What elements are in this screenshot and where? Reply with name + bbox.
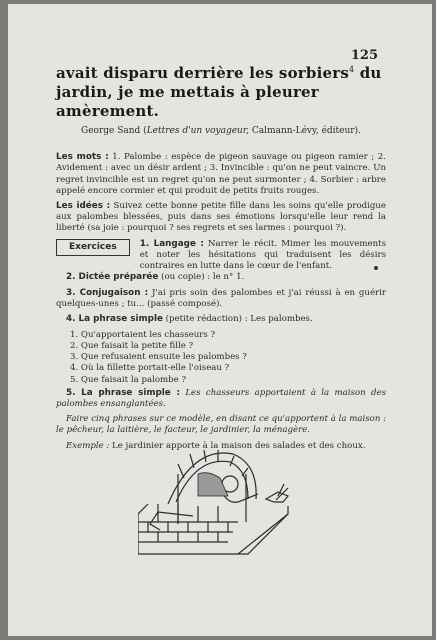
exercises-label: Exercices	[56, 239, 130, 257]
simple-sentence-text: (petite rédaction) : Les palombes.	[162, 314, 313, 325]
language-heading: 1. Langage :	[139, 238, 204, 249]
instruction: Faire cinq phrases sur ce modèle, en disant ce qu'apportent à la maison : le pêcheur, la laitière, le facteur, le jardinier, la ménagère.	[56, 414, 386, 436]
question-item: 1. Qu'apportaient les chasseurs ?	[70, 329, 216, 340]
vocabulary-section	[56, 152, 386, 197]
exercise-simple-sentence	[56, 314, 386, 325]
footnote-marker: 4	[348, 65, 355, 74]
girl-releasing-pigeon-illustration	[138, 444, 308, 559]
passage-line-1: avait disparu derrière les sorbiers	[56, 64, 349, 82]
author-name: George Sand	[81, 126, 141, 137]
example-text: Le jardinier apporte à la maison des salades et des choux.	[109, 440, 366, 451]
simple-sentence-heading: 4. La phrase simple	[66, 314, 163, 325]
vocabulary-text: 1. Palombe : espèce de pigeon sauvage ou pigeon ramier ; 2. Avidement : avec un désir ardent ; 3. Invincible : qu'on ne peut vaincre. Un regret invincible est un regret qu'on ne peut surmonter ; 4. Sorbier : arbre appelé encore cormier et qui produit de petits fruits rouges.	[56, 151, 386, 196]
exercise-model-sentence	[56, 388, 386, 411]
dictation-text: (ou copie) : le n° 1.	[158, 272, 245, 283]
ideas-heading: Les idées :	[56, 200, 111, 211]
example-label: Exemple :	[66, 440, 110, 451]
passage-source: George Sand (Lettres d'un voyageur, Calmann-Lévy, éditeur).	[81, 126, 361, 137]
exercises-block	[56, 239, 386, 273]
passage-line-2: du jardin, je me mettais à pleurer amèrement.	[56, 64, 382, 120]
question-item: 2. Que faisait la petite fille ?	[70, 341, 194, 352]
ideas-section	[56, 201, 386, 235]
ideas-text: Suivez cette bonne petite fille dans les soins qu'elle prodigue aux palombes blessées, puis dans ses émotions lorsqu'elle leur rend la liberté (sa joie : pourquoi ? ses regrets et ses larmes : pourquoi ?).	[56, 200, 386, 234]
stray-mark	[374, 266, 378, 270]
book-title: Lettres d'un voyageur,	[146, 126, 250, 137]
exercise-dictation	[56, 272, 386, 283]
publisher: Calmann-Lévy, éditeur).	[251, 126, 361, 137]
exercise-conjugation	[56, 288, 386, 311]
question-item: 5. Que faisait la palombe ?	[70, 374, 187, 385]
book-page	[8, 4, 432, 636]
language-text: Narrer le récit. Mimer les mouvements et noter les hésitations qui traduisent les désirs contraires en lutte dans le cœur de l'enfant.	[139, 238, 386, 272]
model-sentence-text: Les chasseurs apportaient à la maison des palombes ensanglantées.	[56, 387, 386, 410]
vocabulary-heading: Les mots :	[56, 151, 109, 162]
exercise-language	[140, 239, 386, 273]
conjugation-heading: 3. Conjugaison :	[66, 287, 149, 298]
page-content	[56, 64, 386, 456]
model-sentence-heading: 5. La phrase simple :	[66, 387, 180, 398]
question-item: 3. Que refusaient ensuite les palombes ?	[70, 352, 247, 363]
passage-ending	[56, 64, 386, 120]
question-list	[70, 330, 386, 386]
page-number: 125	[350, 48, 378, 63]
question-item: 4. Où la fillette portait-elle l'oiseau ?	[70, 363, 230, 374]
dictation-heading: 2. Dictée préparée	[66, 272, 159, 283]
conjugation-text: J'ai pris soin des palombes et j'ai réussi à en guérir quelques-unes ; tu... (passé composé).	[56, 287, 387, 310]
